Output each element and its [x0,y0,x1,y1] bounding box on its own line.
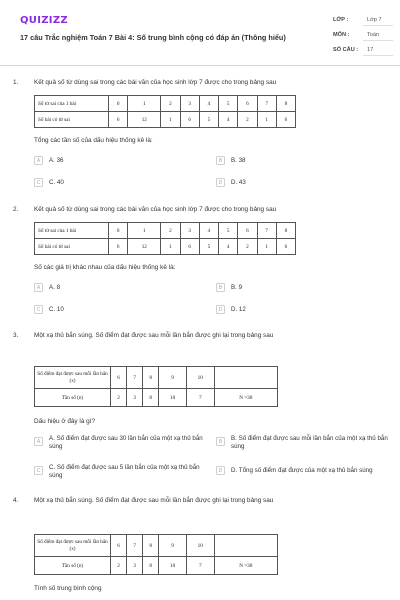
option-text: A. 8 [49,284,61,291]
table-cell: 1 [257,239,276,255]
question-text: Kết quả số từ dùng sai trong các bài văn của học sinh lớp 7 được cho trong bảng sau [34,79,277,86]
data-table [34,534,278,575]
option-text: B. Số điểm đạt được sau mỗi lần bắn của một xạ thủ bắn súng [231,435,388,450]
table-cell: 1 [161,112,180,128]
table-cell: 4 [219,239,238,255]
option-text: A. Số điểm đạt được sau 30 lần bắn của một xạ thủ bắn súng [49,435,203,450]
question-number: 2. [13,206,19,213]
question-prompt: Dấu hiệu ở đây là gì? [34,418,96,425]
table-cell: 0 [109,223,128,239]
table-cell [214,535,277,557]
table-cell: 3 [127,557,143,575]
table-cell: 0 [109,96,128,112]
table-cell: N =30 [214,389,277,407]
table-cell: 2 [111,557,127,575]
option-text: D. Tổng số điểm đạt được của một xạ thủ bắn súng [231,467,373,474]
document-header [0,0,400,66]
table-cell: 1 [257,112,276,128]
question-number: 4. [13,497,19,504]
table-cell: 7 [127,367,143,389]
meta-count [333,44,393,56]
question-prompt: Tổng các tần số của dấu hiệu thống kê là: [34,137,153,144]
table-cell: 5 [199,239,218,255]
table-cell: 5 [199,112,218,128]
table-cell: 6 [109,112,128,128]
meta-value: Toán [367,32,380,38]
table-cell: 1 [161,239,180,255]
meta-label: SỐ CÂU : [333,47,359,53]
meta-value: 17 [367,47,374,53]
option-letter-badge: D [216,466,225,475]
table-cell: 9 [159,367,187,389]
option-letter-badge: A [34,437,43,446]
table-cell: 4 [199,96,218,112]
table-cell: 5 [219,223,238,239]
table-cell: 10 [186,367,214,389]
table-cell: N =30 [214,557,277,575]
option-letter-badge: D [216,305,225,314]
option-text: C. 40 [49,179,64,186]
data-table [34,366,278,407]
option-letter-badge: A [34,283,43,292]
table-cell: 10 [159,557,187,575]
option-letter-badge: A [34,156,43,165]
table-cell [214,367,277,389]
table-row-label: Số điểm đạt được sau mỗi lần bắn (x) [35,367,111,389]
option-letter-badge: C [34,466,43,475]
table-cell: 8 [143,535,159,557]
table-cell: 8 [143,367,159,389]
question-prompt: Tính số trung bình cộng [34,585,102,592]
option-letter-badge: B [216,437,225,446]
table-cell: 2 [238,239,257,255]
question-text: Một xạ thủ bắn súng. Số điểm đạt được sau mỗi lần bắn được ghi lại trong bảng sau [34,497,274,504]
table-row-label: Số điểm đạt được sau mỗi lần bắn (x) [35,535,111,557]
option-text: A. 36 [49,157,64,164]
table-cell: 5 [219,96,238,112]
table-cell: 12 [128,112,161,128]
table-cell: 2 [238,112,257,128]
table-cell: 6 [276,239,295,255]
quizizz-logo: QUIZIZZ [20,15,68,26]
table-cell: 3 [127,389,143,407]
table-cell: 6 [238,96,257,112]
table-cell: 2 [111,389,127,407]
meta-underline [363,55,393,56]
table-cell: 10 [186,535,214,557]
question-text: Kết quả số từ dùng sai trong các bài văn của học sinh lớp 7 được cho trong bảng sau [34,206,277,213]
option-text: D. 43 [231,179,246,186]
table-cell: 4 [199,223,218,239]
table-cell: 6 [180,239,199,255]
question-number: 1. [13,79,19,86]
meta-underline [363,25,393,26]
table-cell: 7 [186,389,214,407]
table-row-label: Số bài có từ sai [35,239,109,255]
meta-label: LỚP : [333,17,349,23]
option-text: B. 9 [231,284,243,291]
question-number: 3. [13,332,19,339]
option-letter-badge: D [216,178,225,187]
table-cell: 7 [127,535,143,557]
table-cell: 6 [111,535,127,557]
table-cell: 1 [128,223,161,239]
table-cell: 8 [276,96,295,112]
option-text: D. 12 [231,306,246,313]
option-text: C. Số điểm đạt được sau 5 lần bắn của một xạ thủ bắn súng [49,464,200,479]
table-cell: 6 [180,112,199,128]
table-cell: 3 [180,96,199,112]
table-row-label: Tần số (n) [35,557,111,575]
table-cell: 4 [219,112,238,128]
data-table [34,95,296,128]
table-cell: 6 [111,367,127,389]
table-cell: 7 [257,223,276,239]
table-cell: 2 [161,223,180,239]
question-text: Một xạ thủ bắn súng. Số điểm đạt được sau mỗi lần bắn được ghi lại trong bảng sau [34,332,274,339]
option-letter-badge: B [216,156,225,165]
meta-class [333,14,393,26]
table-row-label: Số từ sai của 1 bài [35,96,109,112]
option-letter-badge: B [216,283,225,292]
option-text: B. 38 [231,157,246,164]
data-table [34,222,296,255]
table-cell: 6 [238,223,257,239]
table-row-label: Số bài có từ sai [35,112,109,128]
table-cell: 8 [143,557,159,575]
table-cell: 1 [128,96,161,112]
table-row-label: Tần số (n) [35,389,111,407]
table-cell: 3 [180,223,199,239]
page-title: 17 câu Trắc nghiệm Toán 7 Bài 4: Số trung bình cộng có đáp án (Thông hiểu) [20,33,286,42]
table-cell: 7 [186,557,214,575]
question-prompt: Số các giá trị khác nhau của dấu hiệu thống kê là: [34,264,176,271]
meta-value: Lớp 7 [367,17,382,23]
table-cell: 9 [159,535,187,557]
table-cell: 7 [257,96,276,112]
option-letter-badge: C [34,178,43,187]
meta-label: MÔN : [333,32,350,38]
table-cell: 6 [276,112,295,128]
meta-subject [333,29,393,41]
table-cell: 8 [143,389,159,407]
table-cell: 10 [159,389,187,407]
option-text: C. 10 [49,306,64,313]
meta-underline [363,40,393,41]
table-cell: 2 [161,96,180,112]
table-row-label: Số từ sai của 1 bài [35,223,109,239]
table-cell: 12 [128,239,161,255]
option-letter-badge: C [34,305,43,314]
table-cell: 8 [276,223,295,239]
table-cell: 6 [109,239,128,255]
